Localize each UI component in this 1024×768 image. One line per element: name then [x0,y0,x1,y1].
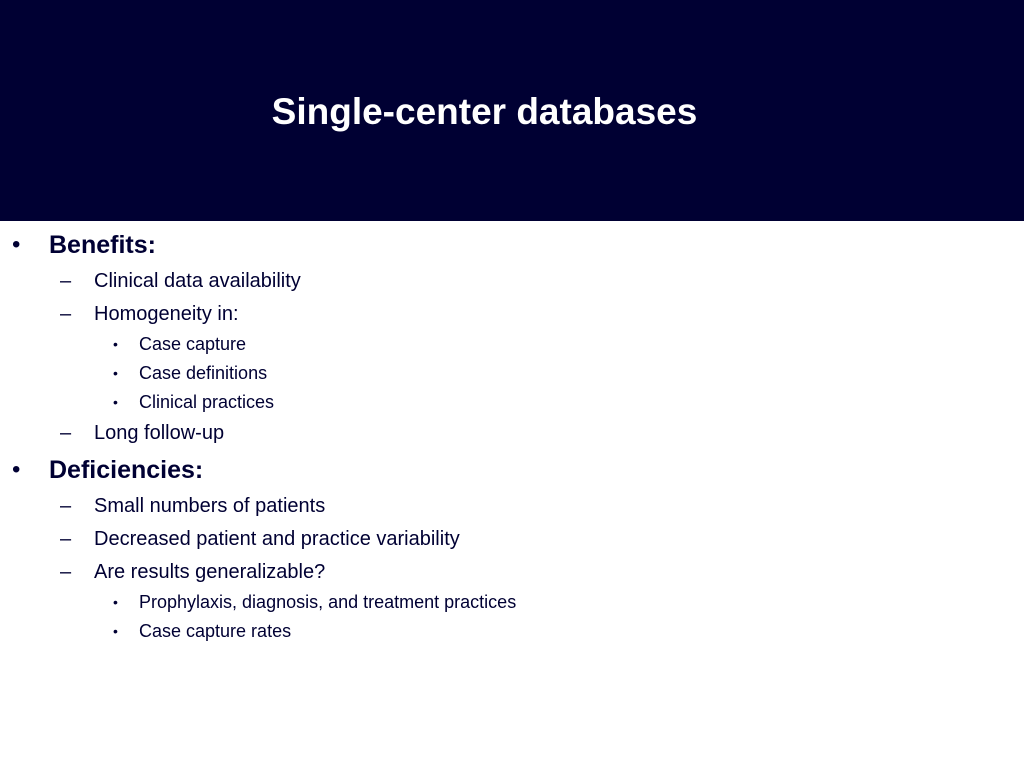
bullet-marker: • [113,365,118,381]
sub-sub-bullet-text: Case capture rates [139,621,292,641]
sub-bullet-text: Long follow-up [94,422,225,444]
sub-sub-bullet-text: Clinical practices [139,392,275,412]
sub-sub-bullet-text: Case definitions [139,363,268,383]
sub-bullet-text: Homogeneity in: [94,303,239,325]
sub-bullet-text: Decreased patient and practice variability [94,528,460,550]
bullet-marker: • [113,394,118,410]
title-band [0,0,1024,221]
dash-marker: – [60,495,72,517]
dash-marker: – [60,561,72,583]
dash-marker: – [60,270,72,292]
dash-marker: – [60,528,72,550]
sub-bullet-text: Small numbers of patients [94,495,326,517]
slide-title: Single-center databases [271,91,698,132]
sub-bullet-text: Are results generalizable? [94,561,326,583]
bullet-marker: • [12,231,21,258]
bullet-marker: • [113,623,118,639]
dash-marker: – [60,303,72,325]
sub-bullet-text: Clinical data availability [94,270,301,292]
bullet-marker: • [12,456,21,483]
sub-sub-bullet-text: Case capture [139,334,247,354]
section-heading-deficiencies: Deficiencies: [49,456,204,484]
section-heading-benefits: Benefits: [49,231,156,259]
dash-marker: – [60,422,72,444]
sub-sub-bullet-text: Prophylaxis, diagnosis, and treatment practices [139,592,517,612]
bullet-marker: • [113,594,118,610]
bullet-marker: • [113,336,118,352]
